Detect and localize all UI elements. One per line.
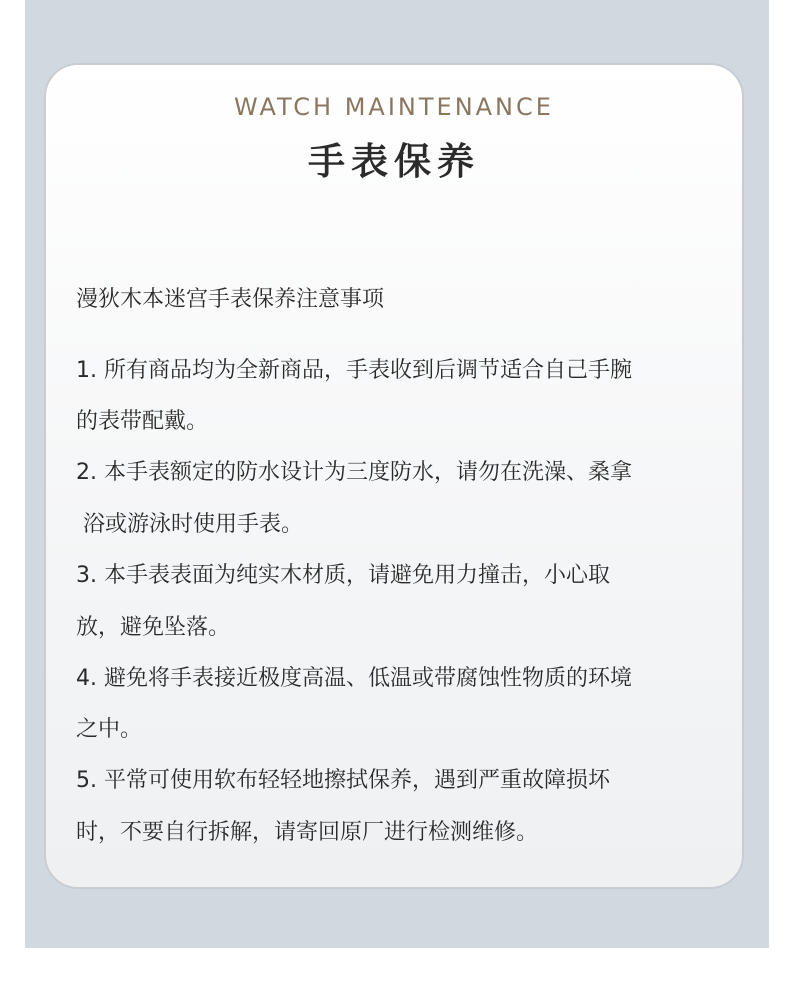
english-subtitle: WATCH MAINTENANCE — [234, 93, 554, 121]
text-line: 之中。 — [76, 717, 143, 742]
text-line: 时，不要自行拆解，请寄回原厂进行检测维修。 — [76, 820, 539, 845]
text-line: 放，避免坠落。 — [76, 615, 231, 640]
text-line: 5. 平常可使用软布轻轻地擦拭保养，遇到严重故障损坏 — [76, 768, 610, 793]
text-line: 1. 所有商品均为全新商品，手表收到后调节适合自己手腕 — [76, 358, 632, 383]
text-line: 2. 本手表额定的防水设计为三度防水，请勿在洗澡、桑拿 — [76, 460, 632, 485]
text-line: 3. 本手表表面为纯实木材质，请避免用力撞击，小心取 — [76, 563, 610, 588]
page-title: 手表保养 — [308, 140, 480, 183]
maintenance-card — [44, 63, 744, 889]
section-heading: 漫狄木本迷宫手表保养注意事项 — [76, 287, 385, 312]
text-line: 4. 避免将手表接近极度高温、低温或带腐蚀性物质的环境 — [76, 666, 632, 691]
text-line: 浴或游泳时使用手表。 — [76, 512, 303, 537]
text-line: 的表带配戴。 — [76, 409, 209, 434]
